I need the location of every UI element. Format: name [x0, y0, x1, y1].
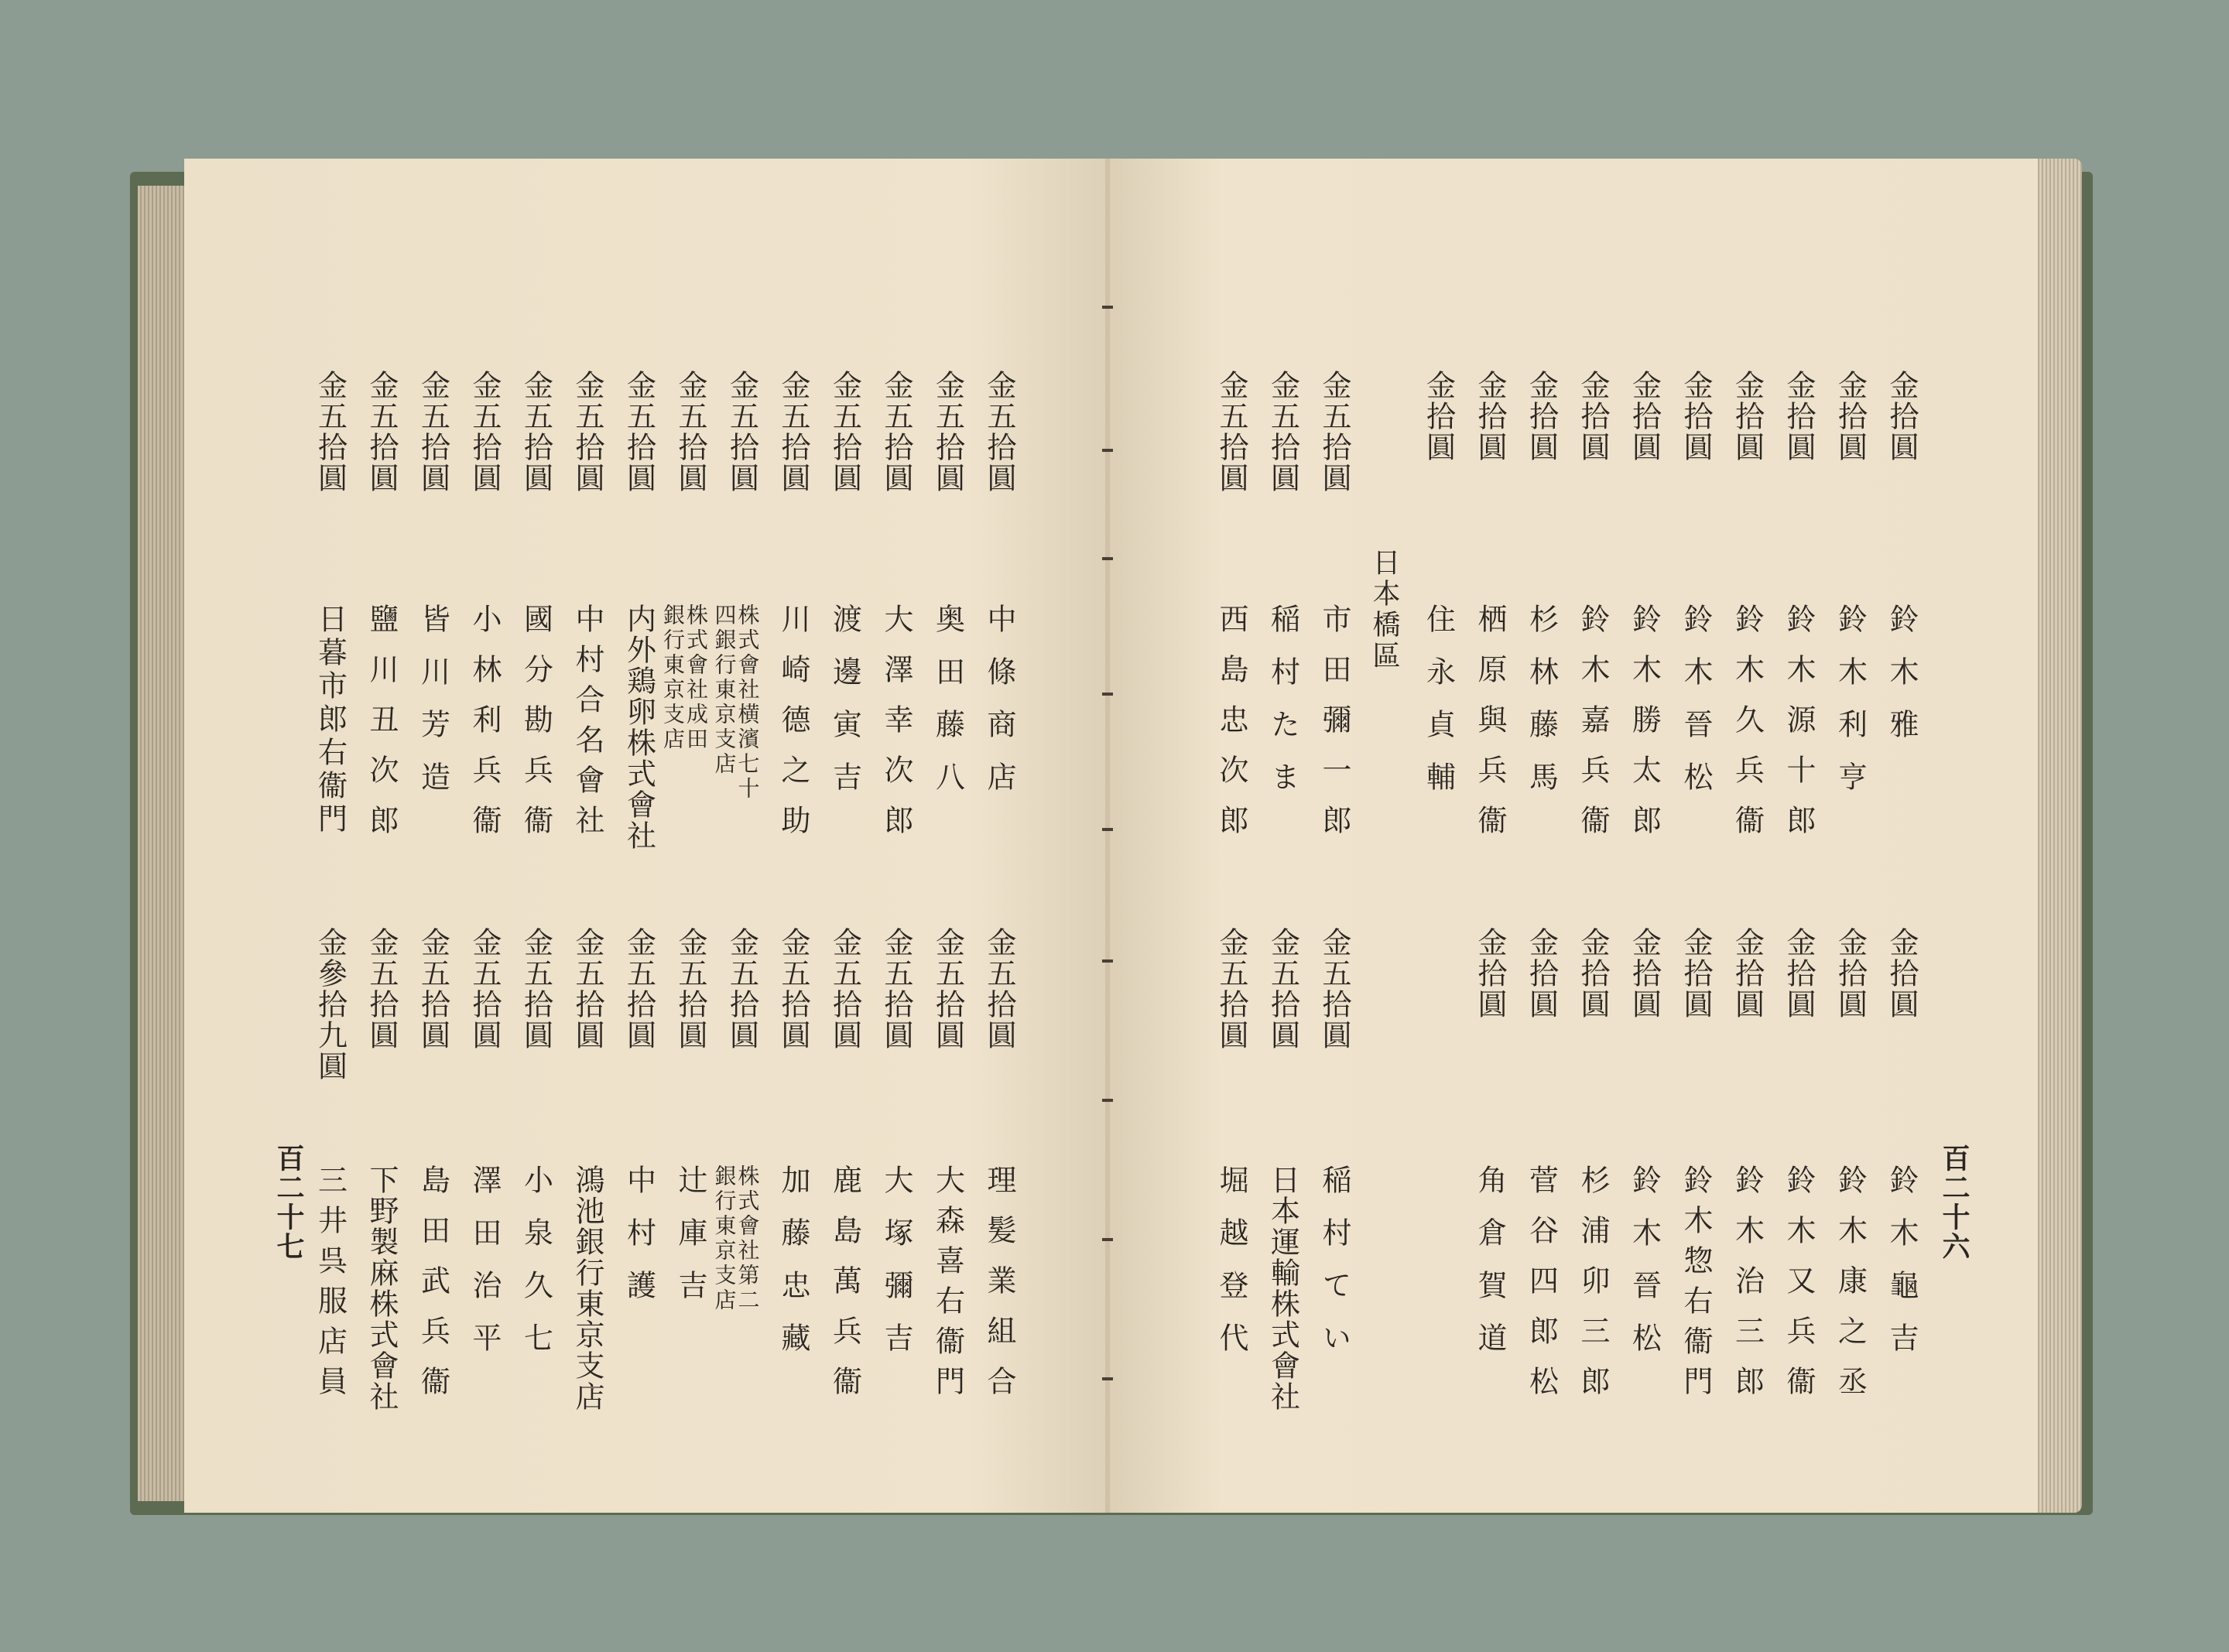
donor-name: 鈴木利亨	[1833, 604, 1868, 814]
donation-amount: 金五拾圓	[930, 370, 965, 494]
donor-name: 澤田治平	[467, 1165, 502, 1375]
donor-name: 理髪業組合	[982, 1165, 1016, 1416]
stitch-mark	[1102, 1238, 1113, 1241]
donation-amount: 金五拾圓	[1317, 927, 1351, 1051]
donor-name: 中條商店	[982, 604, 1016, 814]
stitch-mark	[1102, 1377, 1113, 1380]
donation-amount: 金五拾圓	[416, 927, 450, 1051]
stitch-mark	[1102, 1099, 1113, 1102]
district-heading: 日本橋區	[1368, 548, 1400, 672]
donor-name: 角倉賀道	[1473, 1165, 1507, 1375]
donation-amount: 金拾圓	[1885, 927, 1919, 1020]
donation-amount: 金拾圓	[1885, 370, 1919, 463]
donation-amount: 金五拾圓	[570, 927, 604, 1051]
donor-name: 辻庫吉	[673, 1165, 707, 1322]
donor-name: 大塚彌吉	[879, 1165, 913, 1375]
donation-amount: 金拾圓	[1679, 370, 1713, 463]
donor-name: 栖原與兵衞	[1473, 604, 1507, 855]
donor-name: 皆川芳造	[416, 604, 450, 814]
donor-name: 鈴木源十郎	[1782, 604, 1816, 855]
donation-amount: 金五拾圓	[879, 370, 913, 494]
donor-name-line-2: 四銀行東京支店	[711, 604, 738, 777]
donation-amount: 金拾圓	[1627, 370, 1662, 463]
stitch-mark	[1102, 449, 1113, 452]
donation-amount: 金五拾圓	[827, 927, 862, 1051]
donation-amount: 金五拾圓	[1317, 370, 1351, 494]
page-number-right: 百二十六	[1938, 1144, 1970, 1261]
donation-amount: 金拾圓	[1576, 370, 1610, 463]
donation-amount: 金五拾圓	[1214, 370, 1248, 494]
donation-amount: 金拾圓	[1782, 370, 1816, 463]
donor-name: 鴻池銀行東京支店	[570, 1165, 604, 1412]
donation-amount: 金拾圓	[1730, 927, 1765, 1020]
donation-amount: 金五拾圓	[570, 370, 604, 494]
donor-name: 小泉久七	[519, 1165, 553, 1375]
donation-amount: 金五拾圓	[982, 370, 1016, 494]
donor-name: 西島忠次郎	[1214, 604, 1248, 855]
donation-amount: 金五拾圓	[930, 927, 965, 1051]
donation-amount: 金五拾圓	[416, 370, 450, 494]
donor-name: 鈴木康之丞	[1833, 1165, 1868, 1416]
donation-amount: 金五拾圓	[1214, 927, 1248, 1051]
donor-name-line-2: 銀行東京支店	[660, 604, 686, 752]
donor-name: 中村護	[621, 1165, 656, 1322]
donation-amount: 金五拾圓	[365, 370, 399, 494]
donation-amount: 金五拾圓	[776, 927, 810, 1051]
donor-name: 杉林藤馬	[1524, 604, 1559, 814]
stitch-mark	[1102, 828, 1113, 831]
donor-name: 鹿島萬兵衞	[827, 1165, 862, 1416]
donation-amount: 金拾圓	[1524, 370, 1559, 463]
donation-amount: 金五拾圓	[776, 370, 810, 494]
donation-amount: 金五拾圓	[827, 370, 862, 494]
donor-name: 中村合名會社	[570, 604, 604, 845]
donor-name: 日暮市郎右衞門	[313, 604, 348, 836]
donation-amount: 金拾圓	[1627, 927, 1662, 1020]
donor-name: 市田彌一郎	[1317, 604, 1351, 855]
donation-amount: 金五拾圓	[724, 927, 759, 1051]
donor-name: 鈴木勝太郎	[1627, 604, 1662, 855]
donation-amount: 金拾圓	[1576, 927, 1610, 1020]
donor-name: 鈴木嘉兵衞	[1576, 604, 1610, 855]
donation-amount: 金五拾圓	[1265, 370, 1300, 494]
donation-amount: 金五拾圓	[621, 927, 656, 1051]
donor-name-line-2: 銀行東京支店	[711, 1165, 738, 1313]
donor-name: 稲村てい	[1317, 1165, 1351, 1375]
donor-name: 菅谷四郎松	[1524, 1165, 1559, 1416]
stitch-mark	[1102, 306, 1113, 309]
donation-amount: 金五拾圓	[313, 370, 348, 494]
book-gutter	[1105, 159, 1110, 1513]
donation-amount: 金五拾圓	[467, 370, 502, 494]
donation-amount: 金五拾圓	[982, 927, 1016, 1051]
donor-name: 内外鶏卵株式會社	[621, 604, 656, 851]
donation-amount: 金五拾圓	[519, 927, 553, 1051]
donor-name: 鈴木久兵衞	[1730, 604, 1765, 855]
donation-amount: 金五拾圓	[1265, 927, 1300, 1051]
donation-amount: 金五拾圓	[673, 370, 707, 494]
stitch-mark	[1102, 557, 1113, 560]
donation-amount: 金拾圓	[1473, 927, 1507, 1020]
donor-name-line-1: 株式會社横濱七十	[734, 604, 761, 802]
donor-name: 鹽川丑次郎	[365, 604, 399, 855]
donation-amount: 金五拾圓	[879, 927, 913, 1051]
donor-name: 鈴木又兵衞	[1782, 1165, 1816, 1416]
donation-amount: 金拾圓	[1833, 370, 1868, 463]
stitch-mark	[1102, 693, 1113, 696]
donor-name: 加藤忠藏	[776, 1165, 810, 1375]
donation-amount: 金五拾圓	[621, 370, 656, 494]
donation-amount: 金五拾圓	[467, 927, 502, 1051]
donor-name: 奥田藤八	[930, 604, 965, 814]
donor-name: 大森喜右衞門	[930, 1165, 965, 1406]
donor-name: 國分勘兵衞	[519, 604, 553, 855]
donation-amount: 金拾圓	[1730, 370, 1765, 463]
donation-amount: 金拾圓	[1473, 370, 1507, 463]
donor-name: 渡邊寅吉	[827, 604, 862, 814]
donor-name: 堀越登代	[1214, 1165, 1248, 1375]
donation-amount: 金五拾圓	[724, 370, 759, 494]
page-number-left: 百二十七	[272, 1144, 305, 1261]
donor-name: 鈴木治三郎	[1730, 1165, 1765, 1416]
donor-name-line-1: 株式會社成田	[683, 604, 709, 752]
donor-name: 大澤幸次郎	[879, 604, 913, 855]
donor-name: 小林利兵衞	[467, 604, 502, 855]
donation-amount: 金拾圓	[1679, 927, 1713, 1020]
donor-name: 日本運輸株式會社	[1265, 1165, 1300, 1412]
donation-amount: 金五拾圓	[673, 927, 707, 1051]
donor-name: 下野製麻株式會社	[365, 1165, 399, 1412]
donor-name: 鈴木晉松	[1679, 604, 1713, 814]
donation-amount: 金五拾圓	[365, 927, 399, 1051]
stitch-mark	[1102, 959, 1113, 963]
donor-name: 杉浦卯三郎	[1576, 1165, 1610, 1416]
donation-amount: 金五拾圓	[519, 370, 553, 494]
donor-name: 鈴木惣右衞門	[1679, 1165, 1713, 1406]
donor-name: 鈴木晉松	[1627, 1165, 1662, 1375]
donor-name: 鈴木龜吉	[1885, 1165, 1919, 1375]
donation-amount: 金拾圓	[1782, 927, 1816, 1020]
donor-name: 鈴木雅	[1885, 604, 1919, 761]
donor-name: 三井呉服店員	[313, 1165, 348, 1406]
donor-name-line-1: 株式會社第二	[734, 1165, 761, 1313]
donation-amount: 金拾圓	[1421, 370, 1456, 463]
donation-amount: 金拾圓	[1833, 927, 1868, 1020]
donor-name: 島田武兵衞	[416, 1165, 450, 1416]
donor-name: 川崎德之助	[776, 604, 810, 855]
donation-amount: 金參拾九圓	[313, 927, 348, 1082]
donor-name: 稲村たま	[1265, 604, 1300, 814]
donor-name: 住永貞輔	[1421, 604, 1456, 814]
donation-amount: 金拾圓	[1524, 927, 1559, 1020]
page-edges-left	[138, 186, 184, 1501]
